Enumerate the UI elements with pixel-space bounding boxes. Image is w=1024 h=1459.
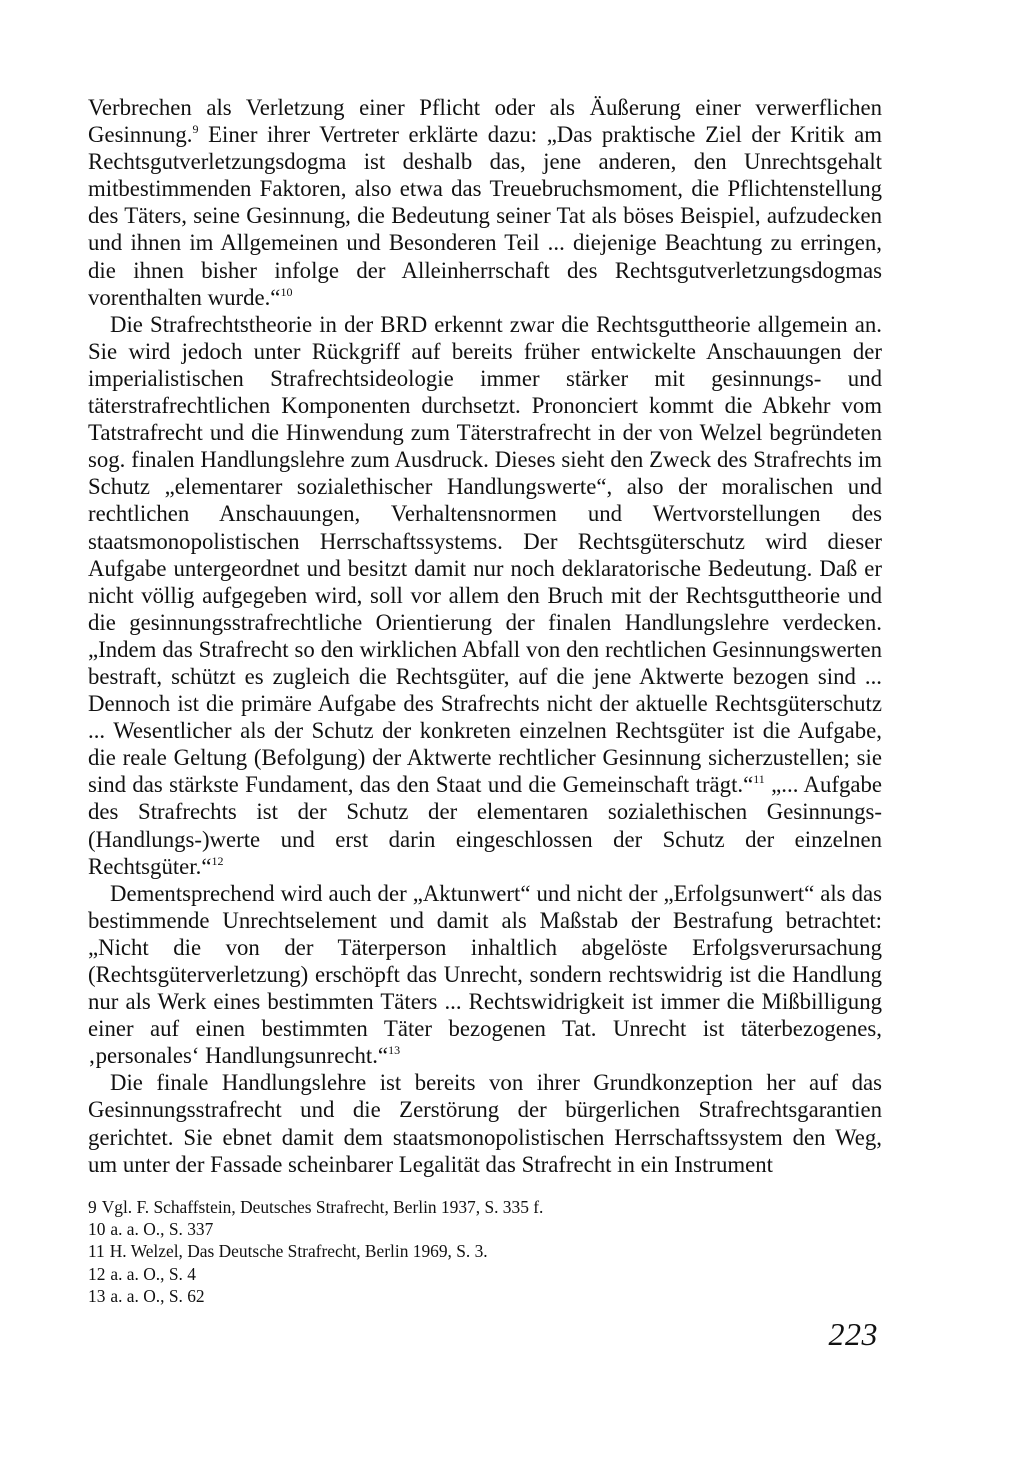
footnote-ref: 11 xyxy=(753,772,765,787)
footnote-10 xyxy=(88,1218,882,1240)
footnote-13 xyxy=(88,1285,882,1307)
footnote-number: 13 xyxy=(88,1285,106,1306)
main-text xyxy=(88,94,882,1178)
footnote-number: 10 xyxy=(88,1219,106,1240)
footnote-number: 12 xyxy=(88,1263,106,1284)
paragraph-text: Die Strafrechtstheorie in der BRD erkennt zwar die Rechtsguttheorie allgemein an. Sie wird jedoch unter Rückgriff auf bereits früher entwickelte Anschauungen der imperialistischen Strafrechtsideologie immer stärker mit gesinnungs- und täterstrafrechtlichen Komponenten durchsetzt. Prononciert kommt die Abkehr vom Tatstrafrecht und die Hinwendung zum Täterstrafrecht in der von Welzel begründeten sog. finalen Handlungslehre zum Ausdruck. Dieses sieht den Zweck des Strafrechts im Schutz „elementarer sozialethischer Handlungswerte“, also der moralischen und rechtlichen Anschauungen, Verhaltensnormen und Wertvorstellungen des staatsmonopolistischen Herrschaftssystems. Der Rechtsgüterschutz wird dieser Aufgabe untergeordnet und besitzt damit nur noch deklaratorische Bedeutung. Daß er nicht völlig aufgegeben wird, soll vor allem den Bruch mit der Rechtsguttheorie und die gesinnungsstrafrechtliche Orientierung der finalen Handlungslehre verdecken. „Indem das Strafrecht so den wirklichen Abfall von den rechtlichen Gesinnungswerten bestraft, schützt es zugleich die Rechtsgüter, auf die jene Aktwerte bezogen sind ... Dennoch ist die primäre Aufgabe des Strafrechts nicht der aktuelle Rechtsgüterschutz ... Wesentlicher als der Schutz der konkreten einzelnen Rechtsgüter ist die Aufgabe, die reale Geltung (Befolgung) der Aktwerte rechtlicher Gesinnung sicherzustellen; sie sind das stärkste Fundament, das den Staat und die Gemeinschaft trägt.“ xyxy=(88,311,882,798)
page-number: 223 xyxy=(828,1316,878,1352)
footnote-ref: 13 xyxy=(388,1043,401,1058)
paragraph-3 xyxy=(88,880,882,1070)
footnotes xyxy=(88,1196,882,1307)
footnote-number: 9 xyxy=(88,1197,97,1217)
footnote-text: a. a. O., S. 4 xyxy=(110,1263,196,1284)
paragraph-2 xyxy=(88,311,882,880)
footnote-9 xyxy=(88,1196,882,1218)
footnote-text: H. Welzel, Das Deutsche Strafrecht, Berlin 1969, S. 3. xyxy=(109,1241,488,1262)
paragraph-text: Die finale Handlungslehre ist bereits von ihrer Grundkonzeption her auf das Gesinnungsstrafrecht und die Zerstörung der bürgerlichen Strafrechtsgarantien gerichtet. Sie ebnet damit dem staatsmonopolistischen Herrschaftssystem den Weg, um unter der Fassade scheinbarer Legalität das Strafrecht in ein Instrument xyxy=(88,1070,882,1177)
paragraph-4 xyxy=(88,1069,882,1177)
paragraph-1 xyxy=(88,94,882,311)
footnote-text: a. a. O., S. 337 xyxy=(110,1219,214,1240)
footnote-text: Vgl. F. Schaffstein, Deutsches Strafrecht, Berlin 1937, S. 335 f. xyxy=(101,1197,544,1217)
footnote-ref: 10 xyxy=(280,284,293,299)
footnote-text: a. a. O., S. 62 xyxy=(110,1285,205,1306)
paragraph-text: Einer ihrer Vertreter erklärte dazu: „Das praktische Ziel der Kritik am Rechtsgutverletzungsdogma ist deshalb das, jene anderen, den Unrechtsgehalt mitbestimmenden Faktoren, also etwa das Treuebruchsmoment, die Pflichtenstellung des Täters, seine Gesinnung, die Bedeutung seiner Tat als böses Beispiel, aufzudecken und ihnen im Allgemeinen und Besonderen Teil ... diejenige Beachtung zu erringen, die ihnen bisher infolge der Alleinherrschaft des Rechtsgutverletzungsdogmas vorenthalten wurde.“ xyxy=(88,122,882,310)
paragraph-text: Verbrechen als Verletzung einer Pflicht oder als Äußerung einer verwerflichen Gesinnung. xyxy=(88,95,882,148)
footnote-12 xyxy=(88,1263,882,1285)
footnote-ref: 9 xyxy=(192,122,199,137)
footnote-11 xyxy=(88,1240,882,1262)
footnote-number: 11 xyxy=(88,1241,105,1262)
footnote-ref: 12 xyxy=(211,853,224,868)
paragraph-text: „... Aufgabe des Strafrechts ist der Schutz der elementaren sozialethischen Gesinnungs-(Handlungs-)werte und erst darin eingeschlossen der Schutz der einzelnen Rechtsgüter.“ xyxy=(88,772,883,879)
paragraph-text: Dementsprechend wird auch der „Aktunwert“ und nicht der „Erfolgsunwert“ als das bestimmende Unrechtselement und damit als Maßstab der Bestrafung betrachtet: „Nicht die von der Täterperson inhaltlich abgelöste Erfolgsverursachung (Rechtsgüterverletzung) erschöpft das Unrecht, sondern rechtswidrig ist die Handlung nur als Werk eines bestimmten Täters ... Rechtswidrigkeit ist immer die Mißbilligung einer auf einen bestimmten Täter bezogenen Tat. Unrecht ist täterbezogenes, ‚personales‘ Handlungsunrecht.“ xyxy=(88,880,882,1069)
